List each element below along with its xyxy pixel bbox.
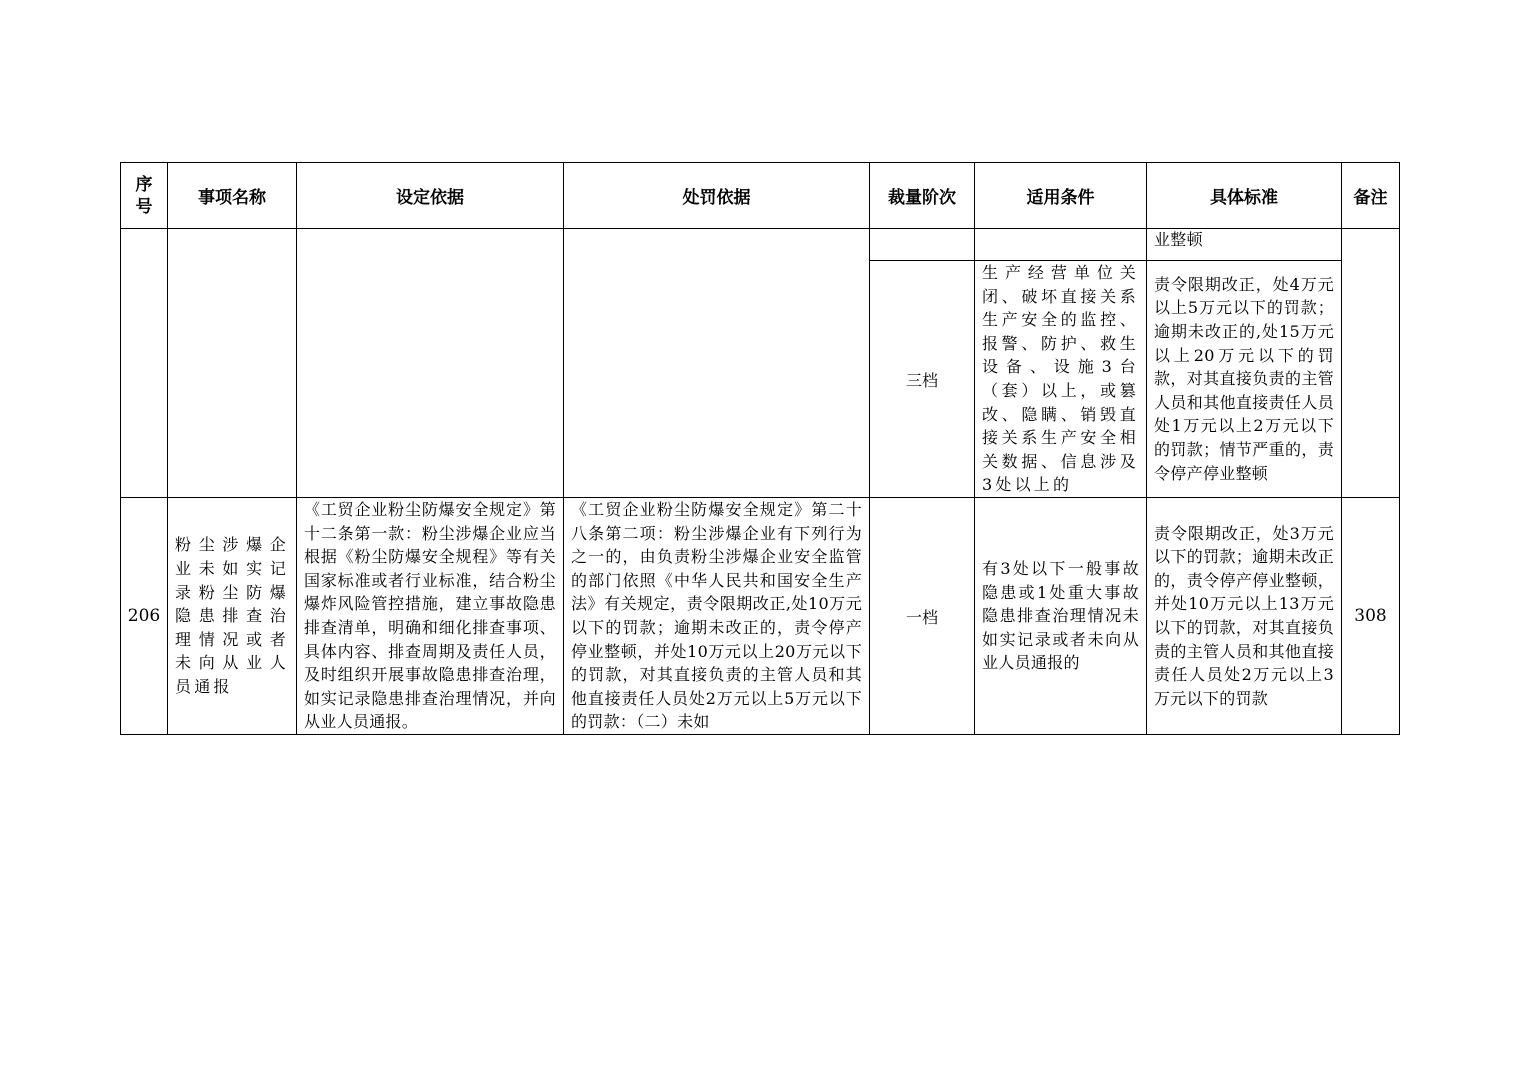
- row-206-seq: 206: [121, 498, 168, 735]
- row-206-basis-penalty: 《工贸企业粉尘防爆安全规定》第二十八条第二项：粉尘涉爆企业有下列行为之一的，由负责粉尘涉爆企业安全监管的部门依照《中华人民共和国安全生产法》有关规定，责令限期改正,处10万元以下的罚款；逾期未改正的，责令停产停业整顿，并处10万元以上20万元以下的罚款，对其直接负责的主管人员和其他直接责任人员处2万元以上5万元以下的罚款：（二）未如: [571, 500, 862, 732]
- row-206-name: 粉尘涉爆企业未如实记录粉尘防爆隐患排查治理情况或者未向从业人员通报: [175, 535, 289, 696]
- header-conditions: 适用条件: [975, 163, 1147, 229]
- cont-level-cell: [870, 229, 975, 261]
- row-206-basis-set: 《工贸企业粉尘防爆安全规定》第十二条第一款：粉尘涉爆企业应当根据《粉尘防爆安全规程》等有关国家标准或者行业标准，结合粉尘爆炸风险管控措施，建立事故隐患排查清单，明确和细化排查事项、具体内容、排查周期及责任人员，及时组织开展事故隐患排查治理，如实记录隐患排查治理情况，并向从业人员通报。: [304, 500, 556, 732]
- header-row: [121, 163, 1400, 229]
- row-206-name-cell: [168, 498, 297, 735]
- tier3-level: 三档: [870, 261, 975, 498]
- cont-basis-penalty-cell: [564, 229, 870, 498]
- cont-conditions-cell: [975, 229, 1147, 261]
- tier3-standard-text: 责令限期改正，处4万元以上5万元以下的罚款；逾期未改正的,处15万元以上20万元以下的罚款，对其直接负责的主管人员和其他直接责任人员处1万元以上2万元以下的罚款；情节严重的，责令停产停业整顿: [1154, 274, 1334, 483]
- cont-standard-cell: [1147, 229, 1342, 261]
- continued-row-top: [121, 229, 1400, 261]
- row-206-basis-penalty-cell: [564, 498, 870, 735]
- row-206-standard: 责令限期改正，处3万元以下的罚款；逾期未改正的，责令停产停业整顿，并处10万元以上13万元以下的罚款，对其直接负责的主管人员和其他直接责任人员处2万元以上3万元以下的罚款: [1154, 523, 1334, 708]
- header-remark: 备注: [1342, 163, 1400, 229]
- tier3-conditions-cell: [975, 261, 1147, 498]
- row-206-remark: 308: [1342, 498, 1400, 735]
- row-206-conditions: 有3处以下一般事故隐患或1处重大事故隐患排查治理情况未如实记录或者未向从业人员通报的: [982, 559, 1139, 673]
- cont-remark-cell: [1342, 229, 1400, 498]
- tier3-conditions-text: 生产经营单位关闭、破坏直接关系生产安全的监控、报警、防护、救生设备、设施3台（套）以上，或篡改、隐瞒、销毁直接关系生产安全相关数据、信息涉及3处以上的: [982, 263, 1139, 495]
- header-standard: 具体标准: [1147, 163, 1342, 229]
- cont-basis-set-cell: [297, 229, 564, 498]
- header-level: 裁量阶次: [870, 163, 975, 229]
- header-name: 事项名称: [168, 163, 297, 229]
- header-seq: 序号: [121, 163, 168, 229]
- header-basis-set: 设定依据: [297, 163, 564, 229]
- cont-seq-cell: [121, 229, 168, 498]
- row-206: [121, 498, 1400, 735]
- row-206-basis-set-cell: [297, 498, 564, 735]
- standard-tail-text: 业整顿: [1154, 230, 1203, 249]
- tier3-standard-cell: [1147, 261, 1342, 498]
- row-206-standard-cell: [1147, 498, 1342, 735]
- row-206-conditions-cell: [975, 498, 1147, 735]
- regulation-table: [120, 162, 1400, 735]
- row-206-level: 一档: [870, 498, 975, 735]
- header-basis-penalty: 处罚依据: [564, 163, 870, 229]
- cont-name-cell: [168, 229, 297, 498]
